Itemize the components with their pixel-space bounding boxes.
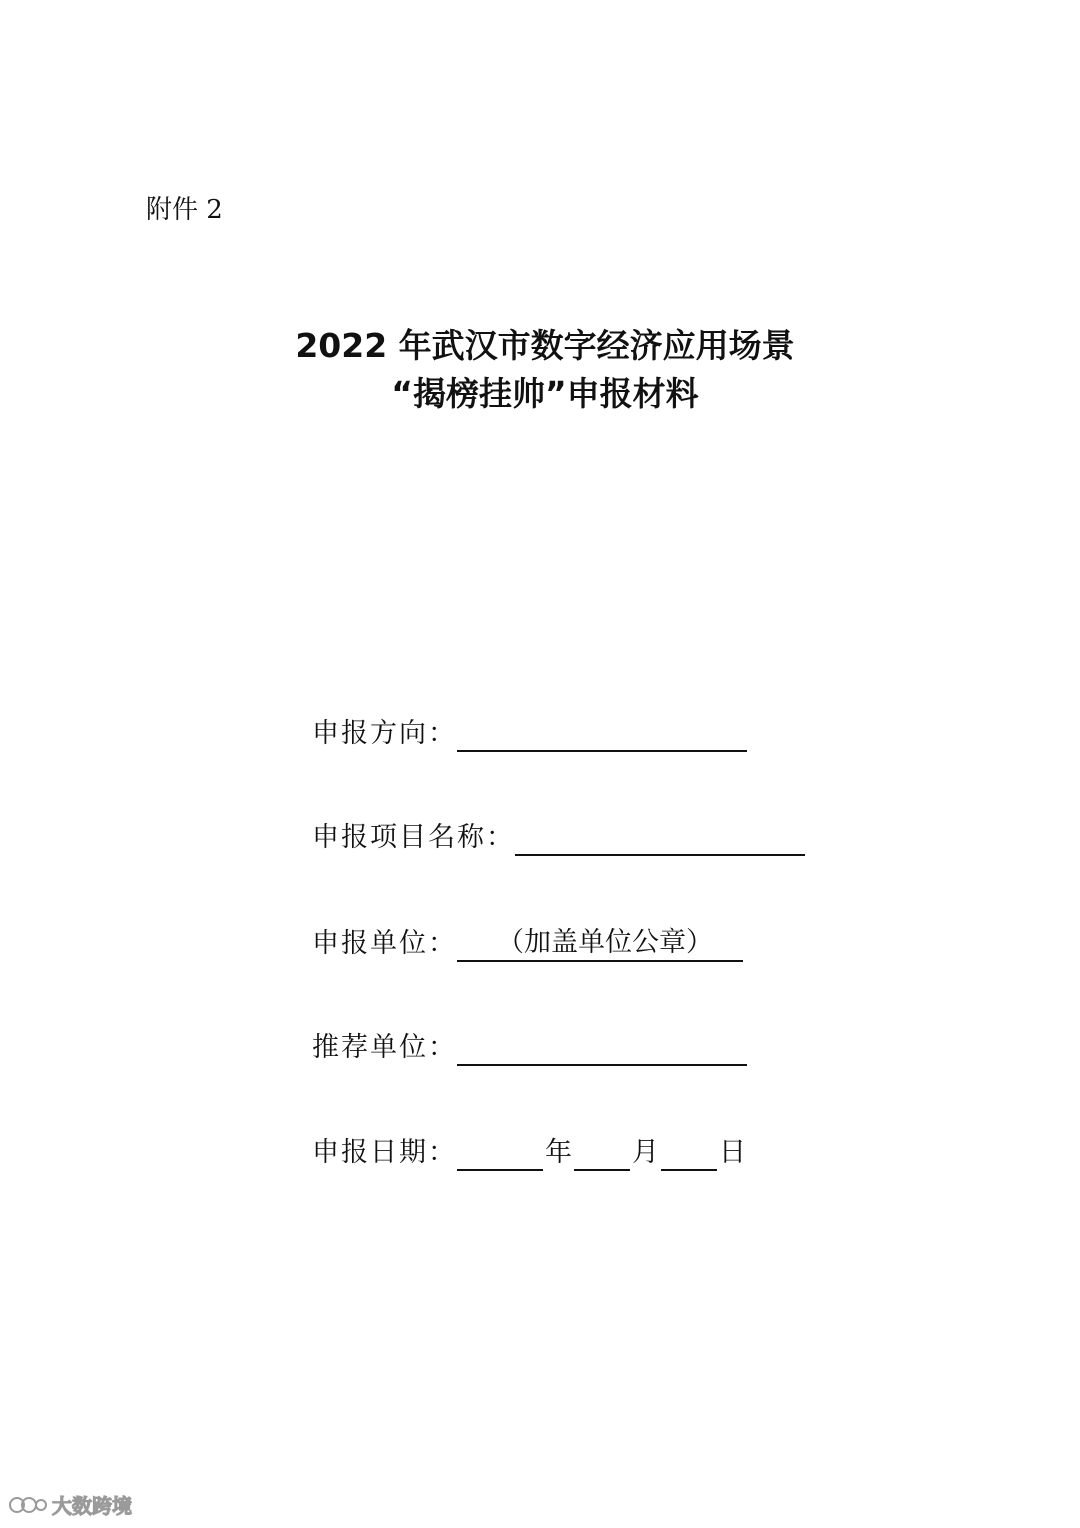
date-field — [312, 1131, 748, 1171]
watermark-text: 大数跨境 — [52, 1494, 132, 1518]
title-line-2: “揭榜挂帅”申报材料 — [391, 374, 699, 413]
recommender-blank[interactable] — [457, 1030, 747, 1066]
watermark — [8, 1490, 132, 1519]
date-year-unit: 年 — [545, 1137, 572, 1168]
document-title — [0, 322, 1080, 418]
date-month-blank[interactable] — [574, 1135, 630, 1171]
project-name-field — [312, 816, 805, 856]
unit-field — [312, 922, 743, 962]
direction-blank[interactable] — [457, 716, 747, 752]
date-year-blank[interactable] — [457, 1135, 543, 1171]
date-label: 申报日期： — [312, 1137, 457, 1168]
recommender-label: 推荐单位： — [312, 1032, 457, 1063]
date-day-blank[interactable] — [661, 1135, 717, 1171]
project-name-label: 申报项目名称： — [312, 822, 515, 853]
unit-blank[interactable]: （加盖单位公章） — [457, 926, 743, 962]
recommender-field — [312, 1026, 747, 1066]
date-day-unit: 日 — [719, 1137, 746, 1168]
title-line-1: 2022 年武汉市数字经济应用场景 — [295, 326, 795, 365]
project-name-blank[interactable] — [515, 820, 805, 856]
attachment-label: 附件 2 — [146, 195, 223, 225]
date-month-unit: 月 — [632, 1137, 659, 1168]
direction-label: 申报方向： — [312, 718, 457, 749]
unit-label: 申报单位： — [312, 928, 457, 959]
direction-field — [312, 712, 747, 752]
watermark-logo-icon — [8, 1494, 48, 1516]
